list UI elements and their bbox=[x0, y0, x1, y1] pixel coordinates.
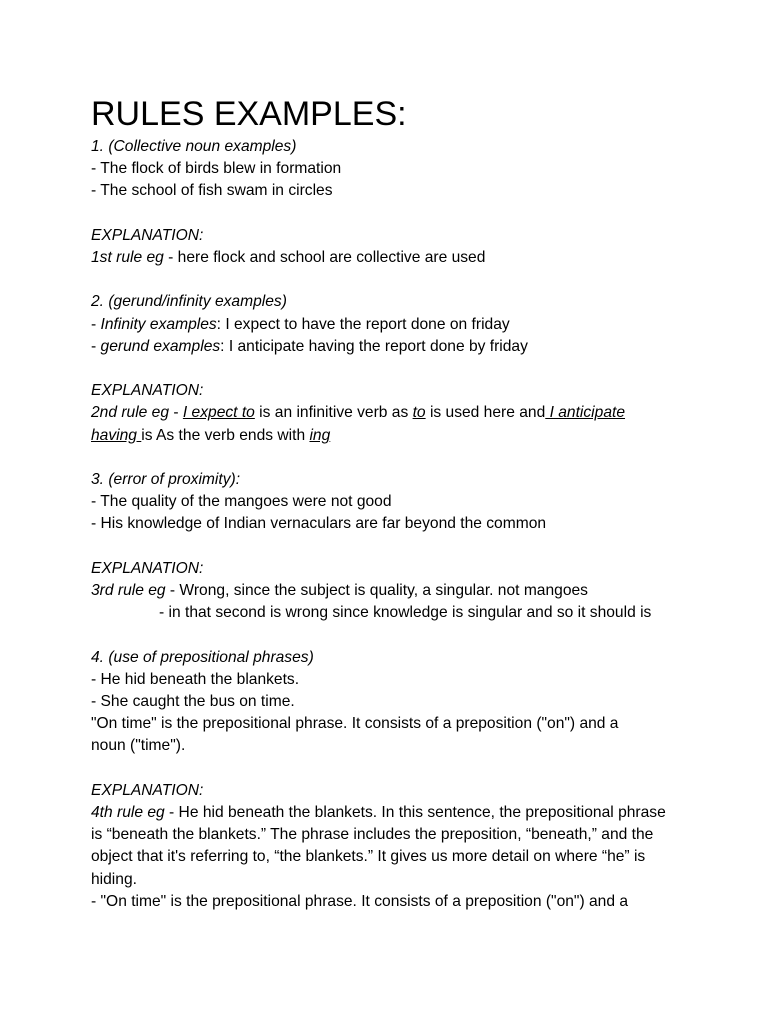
rule2-explanation-label: EXPLANATION: bbox=[91, 382, 204, 400]
rule2-ex1-label: Infinity examples bbox=[100, 315, 217, 333]
rule4-example-1: - He hid beneath the blankets. bbox=[91, 670, 300, 688]
rule4-explanation-2: - "On time" is the prepositional phrase. It consists of a preposition ("on") and a bbox=[91, 892, 629, 910]
document-page bbox=[91, 94, 691, 913]
rule2-explanation-line-2 bbox=[91, 425, 691, 447]
rule2-underline-ing: ing bbox=[309, 426, 331, 444]
rule3-explanation-label: EXPLANATION: bbox=[91, 559, 204, 577]
rule4-example-2: - She caught the bus on time. bbox=[91, 692, 295, 710]
rule1-heading: 1. (Collective noun examples) bbox=[91, 138, 297, 155]
rule2-underline-to: to bbox=[412, 404, 426, 422]
rule2-ex2-text: : I anticipate having the report done by friday bbox=[220, 337, 528, 355]
spacer bbox=[91, 758, 691, 780]
rule2-underline-anticipate: I anticipate bbox=[545, 404, 626, 422]
rule2-eg-sep: - bbox=[169, 404, 183, 422]
rule2-eg-label: 2nd rule eg bbox=[91, 404, 170, 422]
rule2-eg-text-2: is used here and bbox=[425, 404, 546, 422]
document-title: RULES EXAMPLES: bbox=[91, 95, 407, 133]
rule1-explanation bbox=[91, 247, 691, 269]
rule2-eg-text-3: is As the verb ends with bbox=[141, 426, 310, 444]
rule4-eg-text: - He hid beneath the blankets. In this sentence, the prepositional phrase is “beneath the blankets.” The phrase includes the preposition, “beneath,” and the object that it's referring to, “the blankets.” It gives us more detail on where “he” is hiding. bbox=[91, 803, 666, 888]
rule2-ex1-text: : I expect to have the report done on friday bbox=[216, 315, 510, 333]
rule3-example-1: - The quality of the mangoes were not good bbox=[91, 493, 392, 511]
rule3-example-2: - His knowledge of Indian vernaculars are far beyond the common bbox=[91, 515, 547, 533]
rule4-eg-label: 4th rule eg bbox=[91, 803, 165, 821]
rule1-eg-label: 1st rule eg bbox=[91, 249, 164, 266]
rule1-explanation-label: EXPLANATION: bbox=[91, 226, 204, 244]
rule3-eg-label: 3rd rule eg bbox=[91, 581, 166, 599]
rule2-explanation-line-1 bbox=[91, 402, 691, 424]
rule2-underline-expect: I expect to bbox=[182, 404, 255, 422]
spacer bbox=[91, 269, 691, 291]
rule2-example-1 bbox=[91, 314, 691, 336]
rule3-heading: 3. (error of proximity): bbox=[91, 470, 241, 488]
rule2-underline-having: having bbox=[91, 426, 142, 444]
rule3-explanation bbox=[91, 580, 691, 602]
rule1-example-1: - The flock of birds blew in formation bbox=[91, 160, 342, 178]
spacer bbox=[91, 624, 691, 646]
rule2-ex1-dash: - bbox=[91, 315, 101, 333]
rule2-ex2-dash: - bbox=[91, 337, 101, 355]
rule4-explanation-label: EXPLANATION: bbox=[91, 781, 204, 799]
rule1-example-2: - The school of fish swam in circles bbox=[91, 182, 333, 200]
rule3-explanation-2: - in that second is wrong since knowledge is singular and so it should is bbox=[159, 604, 652, 622]
rule2-ex2-label: gerund examples bbox=[100, 337, 221, 355]
rule4-note: "On time" is the prepositional phrase. It consists of a preposition ("on") and a noun ("time"). bbox=[91, 715, 619, 755]
rule3-eg-text: - Wrong, since the subject is quality, a singular. not mangoes bbox=[165, 581, 588, 599]
spacer bbox=[91, 447, 691, 469]
rule2-example-2 bbox=[91, 336, 691, 358]
rule4-heading: 4. (use of prepositional phrases) bbox=[91, 648, 314, 666]
spacer bbox=[91, 358, 691, 380]
rule1-eg-text: - here flock and school are collective are used bbox=[163, 249, 486, 266]
rule4-explanation bbox=[91, 802, 679, 891]
spacer bbox=[91, 203, 691, 225]
spacer bbox=[91, 536, 691, 558]
rule2-eg-text-1: is an infinitive verb as bbox=[254, 404, 413, 422]
rule2-heading: 2. (gerund/infinity examples) bbox=[91, 293, 287, 311]
